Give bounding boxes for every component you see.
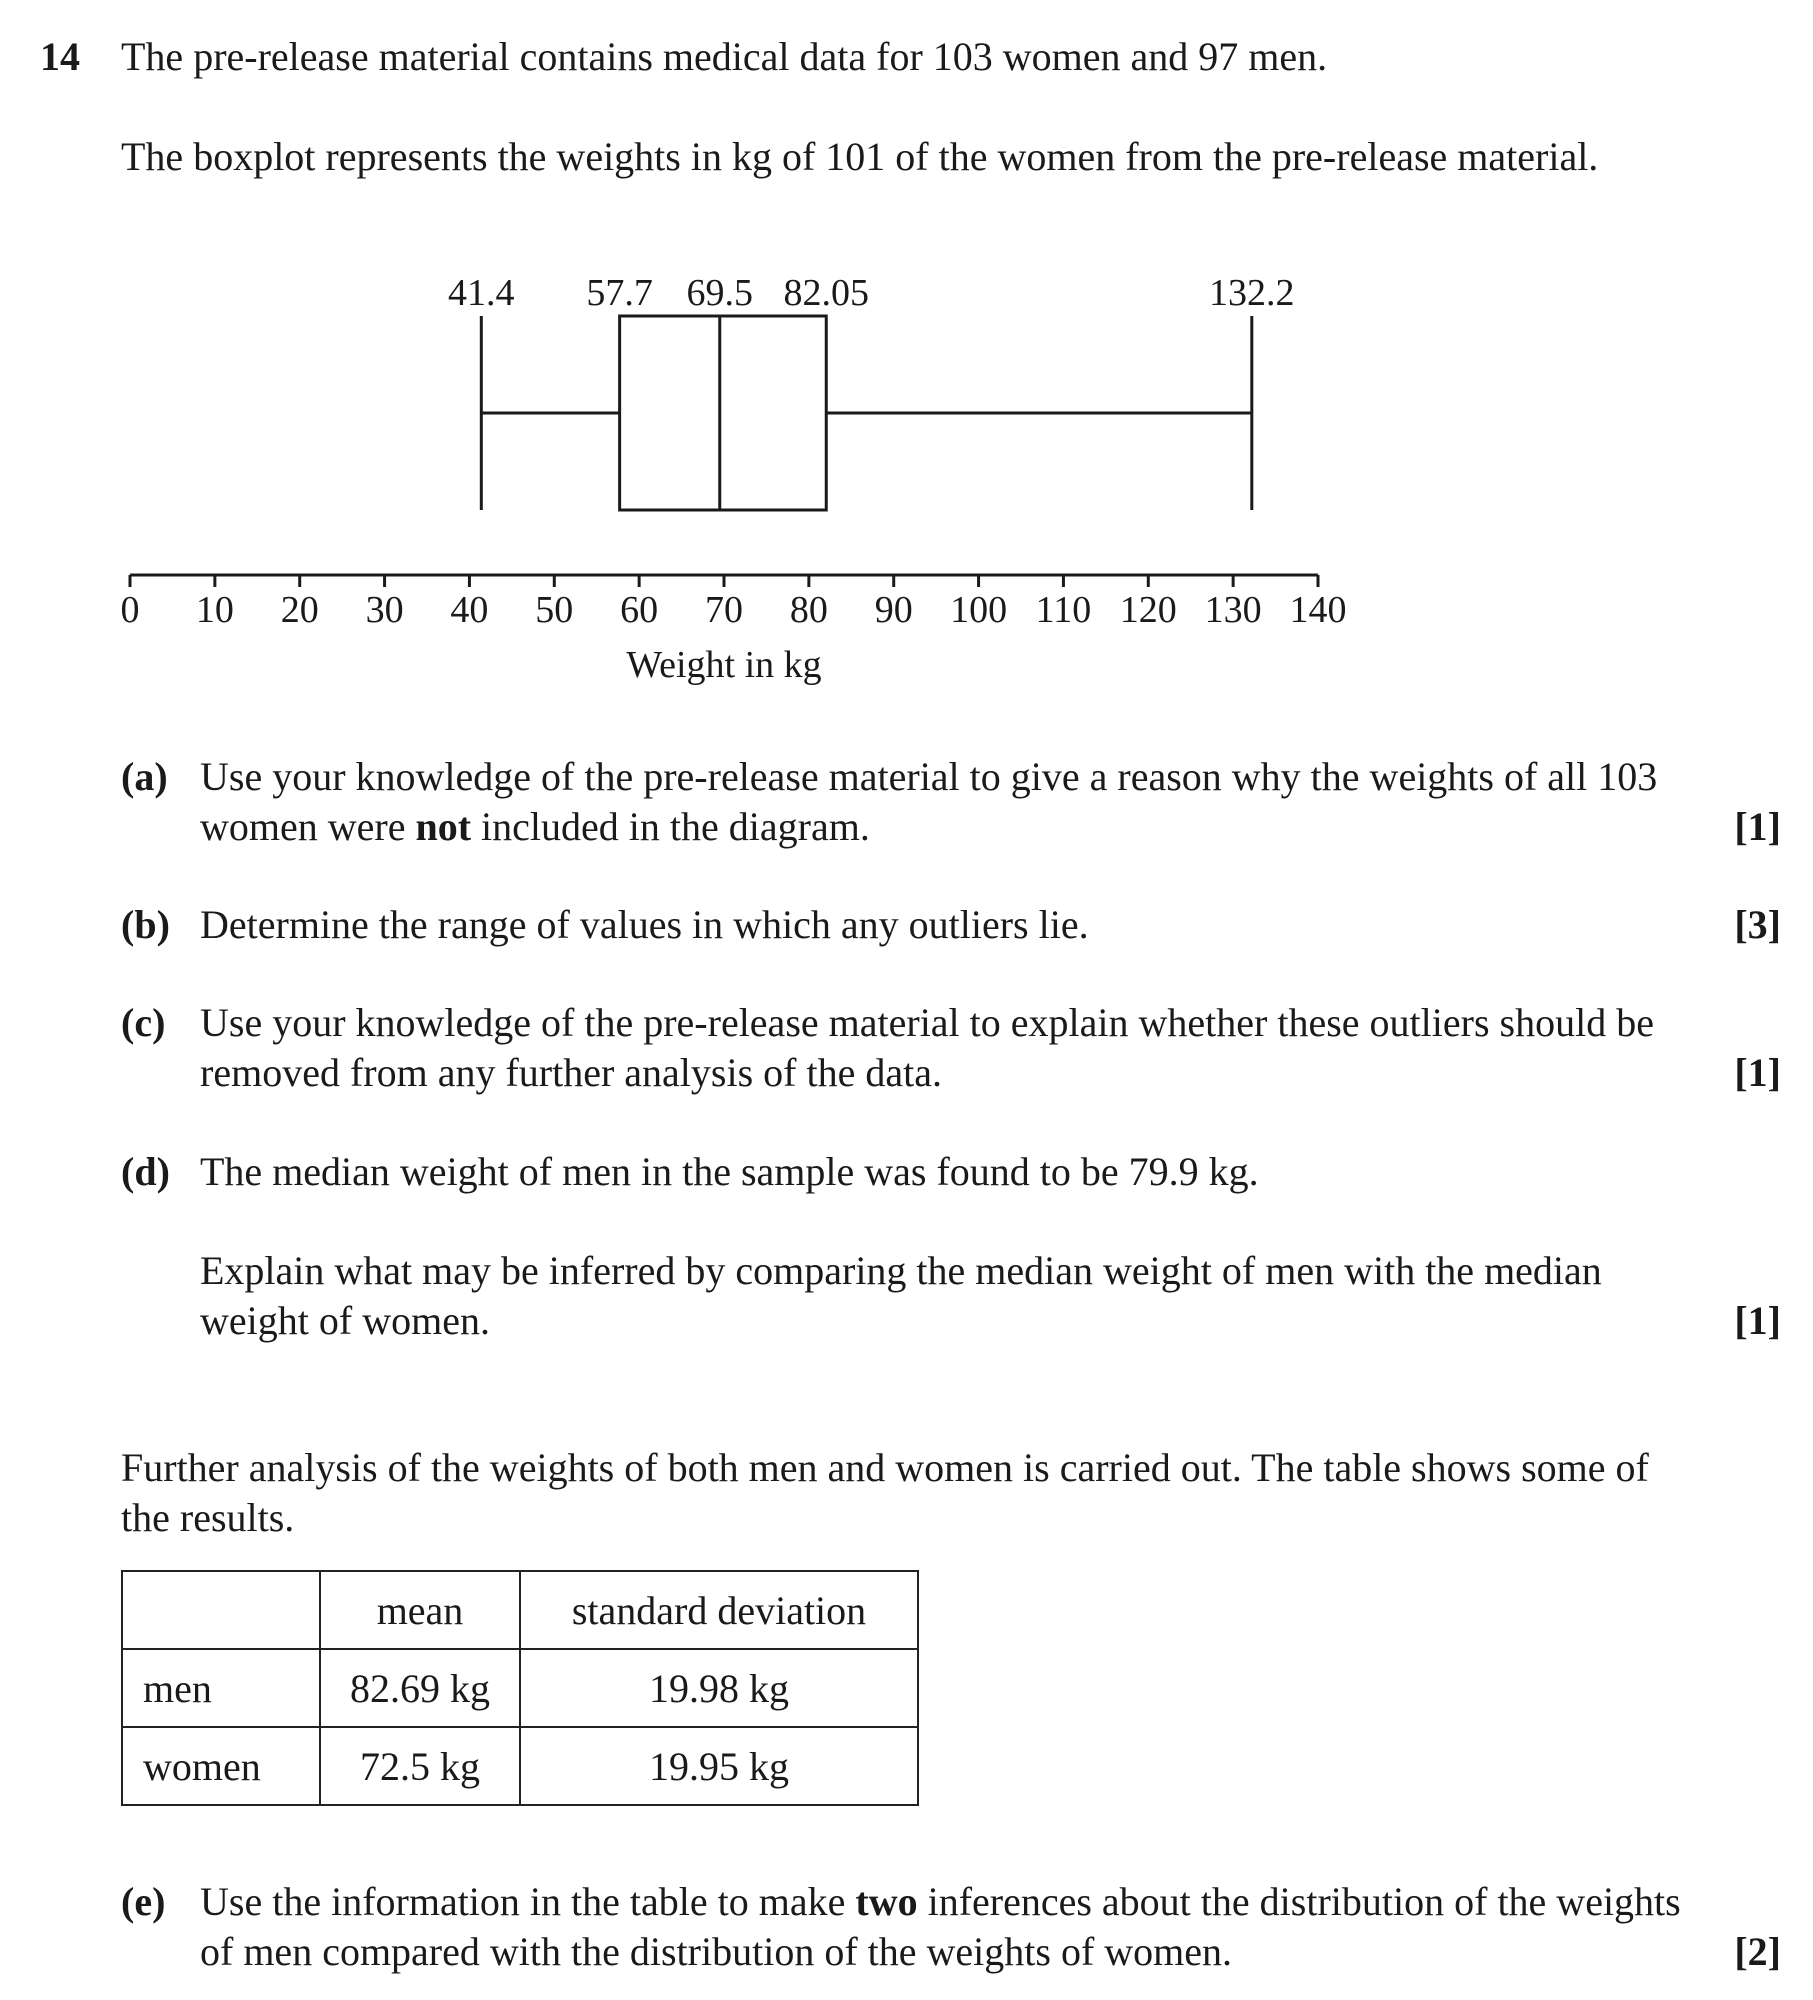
part-e-line1 — [200, 1877, 1681, 1927]
part-c-label: (c) — [121, 1000, 166, 1045]
max-label: 132.2 — [1209, 272, 1295, 314]
table-header-row — [122, 1571, 918, 1649]
x-tick-label: 50 — [535, 589, 574, 631]
x-tick-label: 60 — [620, 589, 659, 631]
results-table — [121, 1570, 919, 1806]
table-header-cell — [122, 1571, 320, 1649]
boxplot-chart — [0, 0, 1813, 720]
part-e-line2: of men compared with the distribution of the weights of women. — [200, 1929, 1233, 1974]
boxplot-marks — [121, 272, 1347, 686]
question-number: 14 — [40, 34, 80, 79]
table-row — [122, 1649, 918, 1727]
x-tick-label: 130 — [1204, 589, 1262, 631]
part-b-text: Determine the range of values in which any outliers lie. — [200, 902, 1089, 947]
question-intro: The pre-release material contains medical data for 103 women and 97 men. — [121, 34, 1328, 79]
x-tick-label: 120 — [1119, 589, 1177, 631]
part-e-marks: [2] — [1734, 1929, 1781, 1974]
part-a-line2 — [200, 802, 870, 852]
x-tick-label: 30 — [365, 589, 404, 631]
table-cell: men — [122, 1649, 320, 1727]
table-row — [122, 1727, 918, 1805]
x-tick-label: 110 — [1035, 589, 1092, 631]
x-tick-label: 0 — [120, 589, 140, 631]
part-d-marks: [1] — [1734, 1298, 1781, 1343]
table-cell: 82.69 kg — [320, 1649, 520, 1727]
q1-label: 57.7 — [586, 272, 653, 314]
table-cell: 72.5 kg — [320, 1727, 520, 1805]
part-e-label: (e) — [121, 1879, 166, 1924]
further-line2: the results. — [121, 1495, 295, 1540]
table-header-cell: mean — [320, 1571, 520, 1649]
x-tick-label: 80 — [789, 589, 828, 631]
part-e-line1-pre: Use the information in the table to make — [200, 1879, 856, 1924]
table-cell: 19.98 kg — [520, 1649, 918, 1727]
x-tick-label: 100 — [950, 589, 1008, 631]
part-a-marks: [1] — [1734, 804, 1781, 849]
part-d-label: (d) — [121, 1149, 170, 1194]
table-header-cell: standard deviation — [520, 1571, 918, 1649]
x-tick-label: 90 — [874, 589, 913, 631]
table-cell: women — [122, 1727, 320, 1805]
median-label: 69.5 — [686, 272, 754, 314]
x-tick-label: 140 — [1289, 589, 1347, 631]
iqr-box — [620, 316, 827, 510]
part-a-line2-post: included in the diagram. — [471, 804, 870, 849]
part-e-line1-post: inferences about the distribution of the weights — [917, 1879, 1681, 1924]
table-cell: 19.95 kg — [520, 1727, 918, 1805]
x-axis-label: Weight in kg — [626, 644, 822, 686]
x-tick-label: 10 — [195, 589, 234, 631]
x-tick-label: 40 — [450, 589, 489, 631]
min-label: 41.4 — [448, 272, 515, 314]
part-e-line1-bold: two — [855, 1879, 918, 1924]
part-a-line1: Use your knowledge of the pre-release material to give a reason why the weights of all 103 — [200, 754, 1658, 799]
part-c-line2: removed from any further analysis of the data. — [200, 1050, 942, 1095]
part-c-line1: Use your knowledge of the pre-release material to explain whether these outliers should be — [200, 1000, 1654, 1045]
x-tick-label: 20 — [280, 589, 319, 631]
part-c-marks: [1] — [1734, 1050, 1781, 1095]
part-d-line3: weight of women. — [200, 1298, 490, 1343]
part-a-line2-pre: women were — [200, 804, 416, 849]
part-b-label: (b) — [121, 902, 170, 947]
q3-label: 82.05 — [783, 272, 870, 314]
boxplot-intro: The boxplot represents the weights in kg of 101 of the women from the pre-release material. — [121, 134, 1599, 179]
part-d-text: The median weight of men in the sample was found to be 79.9 kg. — [200, 1149, 1259, 1194]
x-tick-label: 70 — [705, 589, 743, 631]
part-b-marks: [3] — [1734, 902, 1781, 947]
further-line1: Further analysis of the weights of both men and women is carried out. The table shows some of — [121, 1445, 1649, 1490]
part-d-line2: Explain what may be inferred by comparing the median weight of men with the median — [200, 1248, 1602, 1293]
part-a-label: (a) — [121, 754, 168, 799]
part-a-line2-bold: not — [415, 804, 472, 849]
